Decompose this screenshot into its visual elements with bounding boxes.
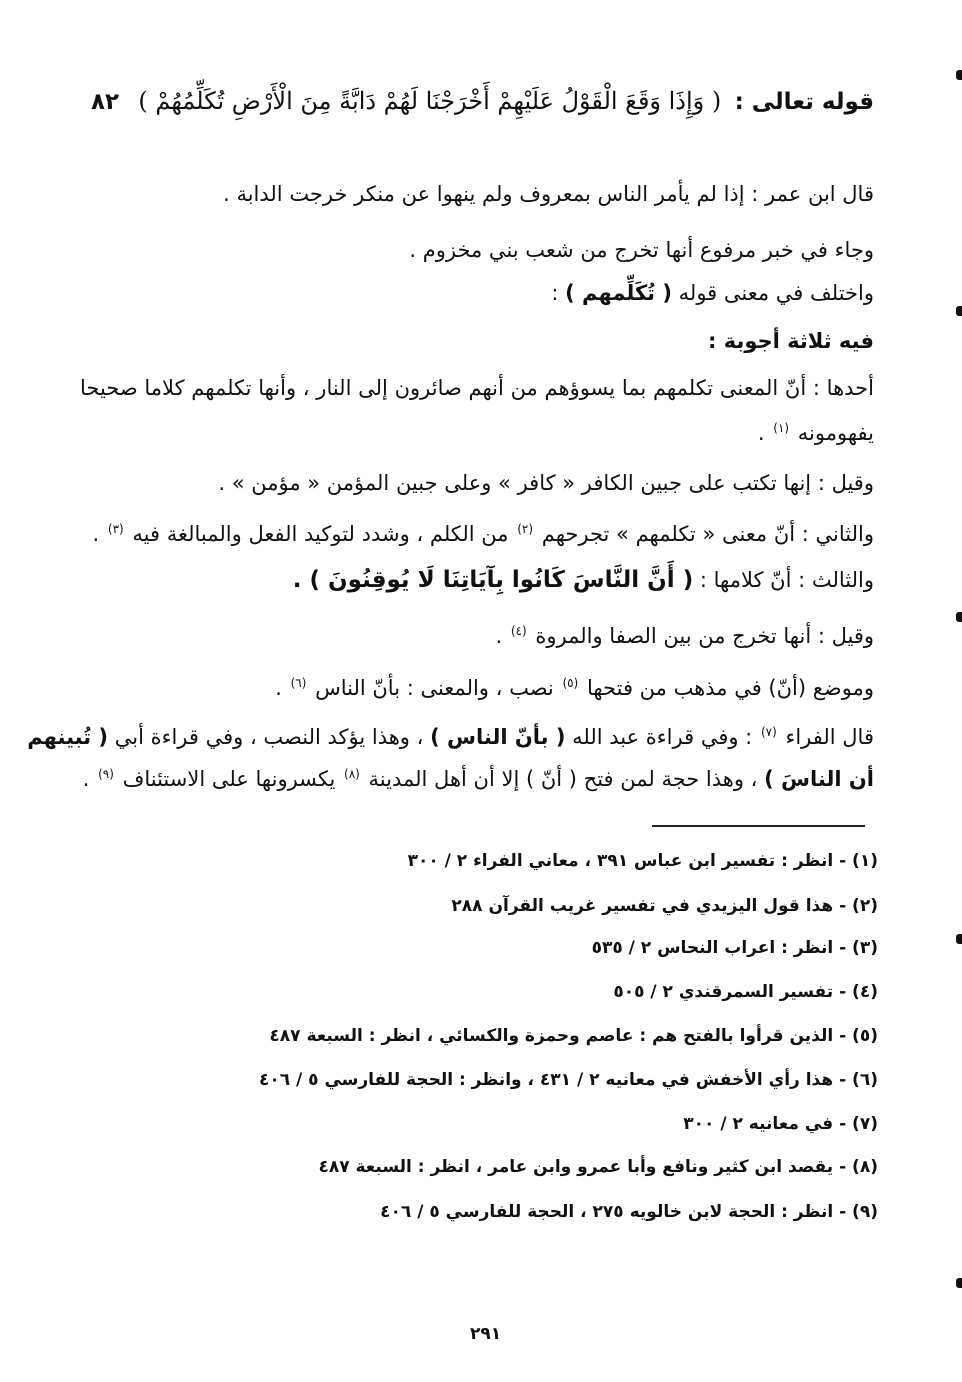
text-segment: وجاء في خبر مرفوع أنها تخرج من شعب بني مخزوم . — [409, 238, 874, 262]
text-segment: يكسرونها على الاستئناف — [122, 767, 336, 791]
quoted-reading: ( تُبينهم — [27, 725, 109, 749]
footnote-ref: (٦) — [290, 676, 307, 690]
footnote-ref: (٥) — [562, 676, 579, 690]
text-segment: يفهومونه — [797, 421, 874, 445]
quoted-word: ( تُكَلِّمهم ) — [565, 281, 672, 305]
footnote-ref: (٨) — [344, 767, 360, 781]
footnote-ref: (٩) — [98, 767, 114, 781]
paragraph-first-answer-cont — [758, 414, 874, 447]
text-segment: والثالث : أنّ كلامها : — [699, 568, 874, 592]
footnote-divider — [652, 825, 865, 827]
footnote-ref: (٢) — [517, 522, 534, 536]
footnote-ref: (٣) — [107, 522, 124, 536]
footnote-6: (٦) - هذا رأي الأخفش في معانيه ٢ / ٤٣١ ، وانظر : الحجة للفارسي ٥ / ٤٠٦ — [258, 1070, 878, 1090]
quoted-reading: ( بأنّ الناس ) — [430, 725, 566, 749]
text-segment: . — [495, 624, 503, 648]
binding-hole-mark — [956, 70, 962, 80]
text-segment: أحدها : أنّ المعنى تكلمهم بما يسوؤهم من أنهم صائرون إلى النار ، وأنها تكلمهم كلاما صحيحا — [80, 376, 874, 400]
quoted-verse: ( أَنَّ النَّاسَ كَانُوا بِآيَاتِنَا لَا يُوقِنُونَ ) . — [292, 567, 694, 593]
text-segment: والثاني : أنّ معنى « تكلمهم » تجرحهم — [541, 522, 874, 546]
footnote-8: (٨) - يقصد ابن كثير ونافع وأبا عمرو وابن عامر ، انظر : السبعة ٤٨٧ — [318, 1157, 878, 1177]
paragraph-second-answer — [93, 515, 874, 548]
quran-verse: ( وَإِذَا وَقَعَ الْقَوْلُ عَلَيْهِمْ أَخْرَجْنَا لَهُمْ دَابَّةً مِنَ الْأَرْضِ تُكَلِّمُهُمْ ) — [138, 87, 722, 115]
paragraph-grammar — [275, 669, 874, 702]
footnote-2: (٢) - هذا قول اليزيدي في تفسير غريب القرآن ٢٨٨ — [451, 896, 878, 916]
paragraph-ibn-umar — [223, 180, 874, 208]
footnote-3: (٣) - انظر : اعراب النحاس ٢ / ٥٣٥ — [591, 938, 878, 958]
paragraph-marfu — [409, 236, 874, 264]
footnote-5: (٥) - الذين قرأوا بالفتح هم : عاصم وحمزة والكسائي ، انظر : السبعة ٤٨٧ — [269, 1026, 878, 1046]
footnote-ref: (١) — [773, 421, 790, 435]
verse-heading — [91, 84, 874, 119]
text-segment: : وفي قراءة عبد الله — [572, 725, 753, 749]
text-segment: واختلف في معنى قوله — [678, 281, 874, 305]
text-segment: ، وهذا حجة لمن فتح ( أنّ ) إلا أن أهل المدينة — [368, 767, 758, 791]
paragraph-farra-cont — [83, 760, 874, 793]
binding-hole-mark — [956, 306, 962, 316]
text-segment: . — [82, 767, 90, 791]
verse-number: ٨٢ — [91, 89, 120, 115]
footnote-ref: (٤) — [510, 624, 527, 638]
footnote-4: (٤) - تفسير السمرقندي ٢ / ٥٠٥ — [613, 982, 878, 1002]
text-segment: من الكلم ، وشدد لتوكيد الفعل والمبالغة فيه — [132, 522, 509, 546]
paragraph-first-answer — [80, 374, 874, 402]
text-segment: : — [551, 281, 559, 305]
footnote-9: (٩) - انظر : الحجة لابن خالويه ٢٧٥ ، الحجة للفارسي ٥ / ٤٠٦ — [380, 1202, 878, 1222]
paragraph-safa-marwa — [495, 617, 874, 650]
footnote-7: (٧) - في معانيه ٢ / ٣٠٠ — [683, 1114, 878, 1134]
answers-intro — [708, 327, 874, 355]
paragraph-ikhtilaf — [551, 279, 874, 307]
text-segment: وموضع (أنّ) في مذهب من فتحها — [586, 676, 874, 700]
page-number: ٢٩١ — [470, 1324, 502, 1344]
text-segment: قال ابن عمر : إذا لم يأمر الناس بمعروف ولم ينهوا عن منكر خرجت الدابة . — [223, 182, 874, 206]
heading-label: قوله تعالى : — [734, 89, 874, 115]
text-segment: . — [757, 421, 765, 445]
text-segment: وقيل : أنها تخرج من بين الصفا والمروة — [535, 624, 874, 648]
binding-hole-mark — [956, 1278, 962, 1288]
binding-hole-mark — [956, 934, 962, 944]
text-segment: فيه ثلاثة أجوبة : — [708, 329, 874, 353]
paragraph-farra — [27, 718, 874, 751]
paragraph-third-answer — [293, 566, 874, 594]
text-segment: نصب ، والمعنى : بأنّ الناس — [315, 676, 554, 700]
text-segment: قال الفراء — [785, 725, 874, 749]
binding-hole-mark — [956, 612, 962, 622]
paragraph-forehead — [218, 469, 874, 497]
text-segment: وقيل : إنها تكتب على جبين الكافر « كافر » وعلى جبين المؤمن « مؤمن » . — [218, 471, 874, 495]
text-segment: . — [92, 522, 100, 546]
text-segment: ، وهذا يؤكد النصب ، وفي قراءة أبي — [114, 725, 424, 749]
text-segment: . — [275, 676, 282, 700]
quoted-reading: أن الناسَ ) — [764, 767, 874, 791]
footnote-ref: (٧) — [760, 725, 777, 739]
footnote-1: (١) - انظر : تفسير ابن عباس ٣٩١ ، معاني الفراء ٢ / ٣٠٠ — [407, 851, 878, 871]
